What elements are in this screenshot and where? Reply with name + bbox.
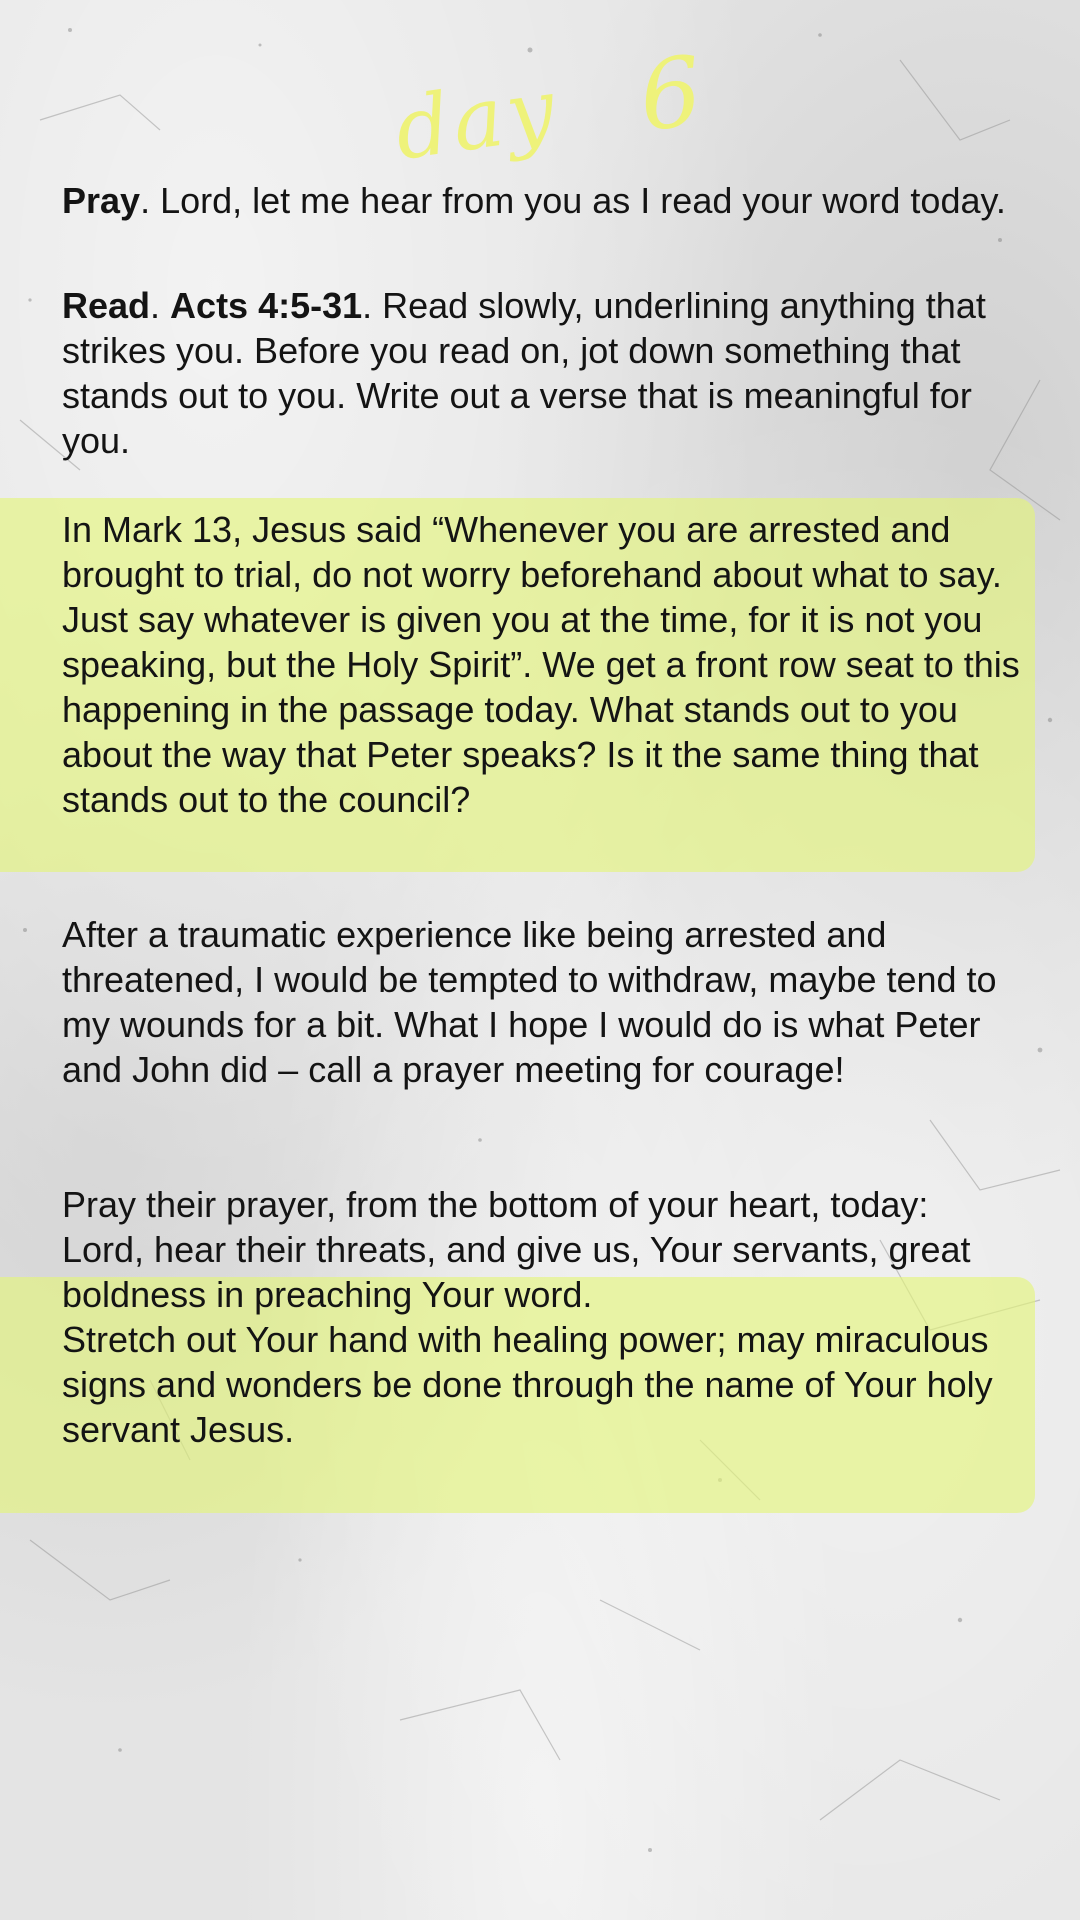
prayer-line-1: Lord, hear their threats, and give us, Your servants, great boldness in preaching Your word. xyxy=(62,1229,971,1315)
prayer-intro: Pray their prayer, from the bottom of your heart, today: xyxy=(62,1184,929,1225)
read-separator: . xyxy=(150,285,171,326)
pray-label: Pray xyxy=(62,180,141,221)
read-paragraph xyxy=(62,283,1022,463)
pray-text: . Lord, let me hear from you as I read your word today. xyxy=(140,180,1006,221)
read-text: . Read slowly, underlining anything that strikes you. Before you read on, jot down something that stands out to you. Write out a verse that is meaningful for you. xyxy=(62,285,986,461)
day-title xyxy=(0,30,1080,180)
read-label: Read xyxy=(62,285,151,326)
prayer-block xyxy=(62,1182,1022,1452)
reflection-paragraph-mark: In Mark 13, Jesus said “Whenever you are arrested and brought to trial, do not worry beforehand about what to say. Just say whatever is given you at the time, for it is not you speaking, but the Holy Spirit”. We get a front row seat to this happening in the passage today. What stands out to you about the way that Peter speaks? Is it the same thing that stands out to the council? xyxy=(62,509,1020,820)
prayer-line-2: Stretch out Your hand with healing power; may miraculous signs and wonders be done through the name of Your holy servant Jesus. xyxy=(62,1319,993,1450)
pray-paragraph xyxy=(62,178,1022,223)
scripture-reference: Acts 4:5-31 xyxy=(170,285,363,326)
day-title-word: day xyxy=(388,59,565,179)
reflection-paragraph-after: After a traumatic experience like being arrested and threatened, I would be tempted to withdraw, maybe tend to my wounds for a bit. What I hope I would do is what Peter and John did – call a prayer meeting for courage! xyxy=(62,914,997,1090)
day-title-number: 6 xyxy=(634,35,707,153)
